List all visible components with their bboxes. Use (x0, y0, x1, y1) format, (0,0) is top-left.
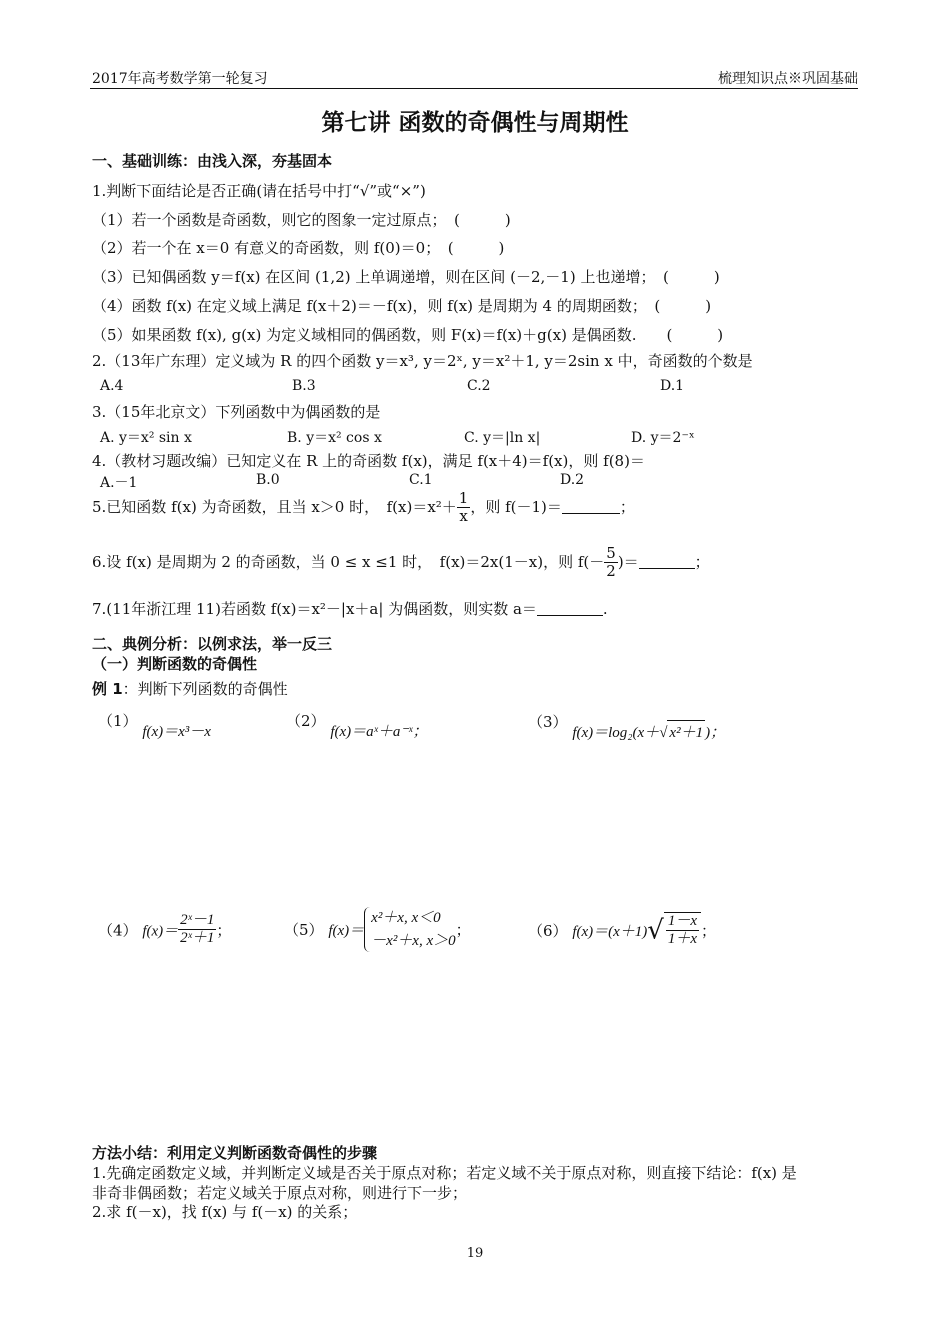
q4-option-b: B.0 (256, 472, 280, 488)
example-item-3 (528, 710, 726, 741)
ex-3-num: （3） (528, 713, 568, 731)
ex-5-case-1: x²＋x, x＜0 (371, 910, 441, 926)
ex-6-numerator: 1－x (666, 913, 699, 931)
ex-6-lhs: f(x)＝(x＋1) (572, 923, 648, 940)
ex-1-num: （1） (98, 712, 138, 730)
q4-option-a: A.－1 (100, 475, 138, 491)
ex-4-lhs: f(x)＝ (142, 923, 179, 940)
ex-6-num: （6） (528, 921, 568, 940)
header-right: 梳理知识点※巩固基础 (718, 71, 858, 87)
ex-3-expr: f(x)＝log₂(x＋√ x²＋1 )； (572, 725, 725, 741)
ex-2-num: （2） (286, 712, 326, 730)
ex-5-lhs: f(x)＝ (328, 923, 365, 939)
example-item-2 (286, 710, 428, 740)
ex-3-expr-tail: )； (705, 725, 726, 741)
q5-text: 5.已知函数 f(x) 为奇函数，且当 x＞0 时， f(x)＝x²＋ (92, 497, 457, 516)
sqrt-sign-icon: √ (647, 915, 664, 946)
ex-4-tail: ； (216, 921, 232, 940)
q1-item-3: （3）已知偶函数 y＝f(x) 在区间 (1,2) 上单调递增，则在区间 (－2,－1) 上也递增； ( ) (92, 268, 720, 286)
q1-item-2: （2）若一个在 x＝0 有意义的奇函数，则 f(0)＝0； ( ) (92, 239, 505, 257)
page-number: 19 (466, 1246, 484, 1261)
q4-stem: 4.（教材习题改编）已知定义在 R 上的奇函数 f(x)，满足 f(x＋4)＝f(x)，则 f(8)＝ (92, 452, 645, 470)
example-item-4 (98, 912, 231, 948)
method-line-2: 非奇非偶函数；若定义域关于原点对称，则进行下一步； (92, 1184, 468, 1202)
q5-answer-blank[interactable] (562, 499, 620, 514)
ex-2-expr: f(x)＝aˣ＋a⁻ˣ； (330, 724, 428, 740)
q5-denominator: x (459, 507, 468, 526)
q1-item-1: （1）若一个函数是奇函数，则它的图象一定过原点； ( ) (92, 211, 511, 229)
q1-item-5: （5）如果函数 f(x), g(x) 为定义域相同的偶函数，则 F(x)＝f(x)＋g(x) 是偶函数. ( ) (92, 326, 724, 344)
q6-text: 6.设 f(x) 是周期为 2 的奇函数，当 0 ≤ x ≤1 时， f(x)＝2x(1－x)，则 f(－ (92, 552, 605, 571)
q6 (92, 545, 710, 581)
ex-4-fraction (178, 912, 216, 948)
q5-fraction (457, 490, 471, 526)
ex-3-expr-head: f(x)＝log₂(x＋ (572, 725, 660, 741)
q4-option-c: C.1 (409, 472, 433, 488)
example-1-text: ：判断下列函数的奇偶性 (122, 680, 288, 698)
q3-option-b: B. y＝x² cos x (287, 430, 382, 446)
header-left: 2017年高考数学第一轮复习 (92, 71, 268, 87)
ex-4-num: （4） (98, 921, 138, 940)
example-item-5 (284, 907, 471, 952)
q2-option-c: C.2 (467, 378, 491, 394)
q5-end: ； (619, 497, 635, 516)
ex-6-tail: ； (701, 921, 717, 940)
q6-answer-blank[interactable] (639, 554, 695, 569)
method-line-3: 2.求 f(－x)，找 f(x) 与 f(－x) 的关系； (92, 1203, 358, 1221)
q6-fraction (604, 545, 618, 581)
q1-stem: 1.判断下面结论是否正确(请在括号中打“√”或“×”) (92, 182, 426, 200)
ex-5-case-2: －x²＋x, x＞0 (371, 932, 456, 949)
q3-option-d: D. y＝2⁻ˣ (631, 430, 695, 446)
ex-5-num: （5） (284, 921, 324, 939)
q7-answer-blank[interactable] (537, 601, 603, 616)
q3-stem: 3.（15年北京文）下列函数中为偶函数的是 (92, 403, 381, 421)
q2-option-a: A.4 (100, 378, 124, 394)
q7-end: . (602, 600, 608, 618)
page-title: 第七讲 函数的奇偶性与周期性 (321, 110, 629, 136)
q3-option-a: A. y＝x² sin x (100, 430, 192, 446)
q4-option-d: D.2 (560, 472, 585, 488)
ex-3-radicand: x²＋1 (667, 720, 705, 742)
example-item-1 (98, 710, 211, 740)
q5 (92, 490, 635, 526)
example-1-label: 例 1 (92, 680, 123, 698)
method-summary-title: 方法小结：利用定义判断函数奇偶性的步骤 (92, 1144, 378, 1162)
ex-4-denominator: 2ˣ＋1 (180, 930, 215, 947)
q6-numerator: 5 (606, 544, 616, 562)
q2-option-d: D.1 (660, 378, 685, 394)
q6-end: ； (694, 552, 710, 571)
subsection-1-heading: （一）判断函数的奇偶性 (92, 655, 258, 673)
page-header (90, 68, 858, 89)
q2-option-b: B.3 (292, 378, 316, 394)
q7-text: 7.(11年浙江理 11)若函数 f(x)＝x²－|x＋a| 为偶函数，则实数 a＝ (92, 600, 537, 618)
ex-1-expr: f(x)＝x³－x (142, 724, 211, 740)
method-line-1: 1.先确定函数定义域，并判断定义域是否关于原点对称；若定义域不关于原点对称，则直接下结论：f(x) 是 (92, 1164, 797, 1182)
q5-numerator: 1 (458, 489, 469, 507)
ex-5-tail: ； (455, 921, 471, 939)
ex-6-fraction (664, 912, 701, 949)
ex-6-denominator: 1＋x (667, 931, 698, 948)
section-1-heading: 一、基础训练：由浅入深，夯基固本 (92, 152, 333, 170)
example-item-6 (528, 912, 716, 949)
q6-denominator: 2 (606, 562, 616, 581)
example-1-heading (92, 678, 288, 699)
ex-5-piecewise (364, 907, 455, 952)
q3-option-c: C. y＝|ln x| (464, 430, 541, 446)
section-2-heading: 二、典例分析：以例求法，举一反三 (92, 635, 333, 653)
q1-item-4: （4）函数 f(x) 在定义域上满足 f(x＋2)＝－f(x)，则 f(x) 是周期为 4 的周期函数； ( ) (92, 297, 712, 315)
ex-4-numerator: 2ˣ－1 (178, 912, 216, 930)
q7 (92, 598, 608, 619)
q5-text-2: ，则 f(－1)＝ (470, 497, 562, 516)
q2-stem: 2.（13年广东理）定义域为 R 的四个函数 y＝x³, y＝2ˣ, y＝x²＋1, y＝2sin x 中，奇函数的个数是 (92, 352, 753, 370)
q6-text-2: )＝ (617, 552, 639, 571)
